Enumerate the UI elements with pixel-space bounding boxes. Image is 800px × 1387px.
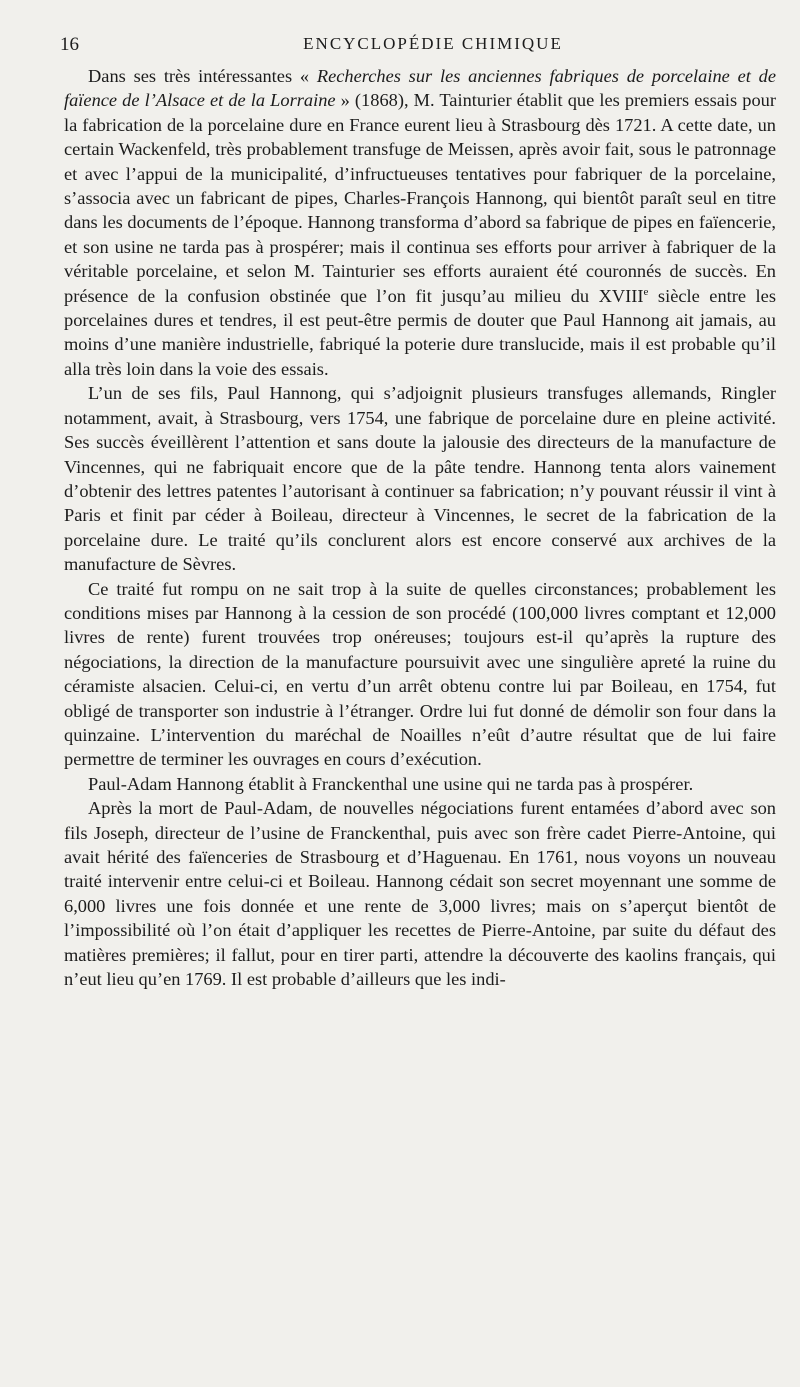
page-number: 16 xyxy=(60,34,79,55)
paragraph-4: Paul-Adam Hannong établit à Franckenthal une usine qui ne tarda pas à prospérer. xyxy=(88,773,694,794)
page-header xyxy=(60,30,776,62)
paragraph-3: Ce traité fut rompu on ne sait trop à la suite de quelles circonstances; probablement les conditions mises par Hannong à la cession de son procédé (100,000 livres comptant et 12,000 livres de rente) furent trouvées trop onéreuses; toujours est-il qu’après la rupture des négociations, la direction de la manufacture poursuivit avec une singulière apreté la ruine du céramiste alsacien. Celui-ci, en vertu d’un arrêt obtenu contre lui par Boileau, en 1754, fut obligé de transporter son industrie à l’étranger. Ordre lui fut donné de démolir son four dans la quinzaine. L’intervention du maréchal de Noailles n’eût d’autre résultat que de lui faire permettre de terminer les ouvrages en cours d’exécution. xyxy=(64,578,776,770)
paragraph-2: L’un de ses fils, Paul Hannong, qui s’adjoignit plusieurs transfuges allemands, Ringler notamment, avait, à Strasbourg, vers 1754, une fabrique de porcelaine dure en pleine activité. Ses succès éveillèrent l’attention et sans doute la jalousie des directeurs de la manufacture de Vincennes, qui ne fabriquait encore que de la pâte tendre. Hannong tenta alors vainement d’obtenir des lettres patentes l’autorisant à continuer sa fabrication; n’y pouvant réussir il vint à Paris et finit par céder à Boileau, directeur à Vincennes, le secret de la fabrication de la porcelaine dure. Le traité qu’ils conclurent alors est encore conservé aux archives de la manufacture de Sèvres. xyxy=(64,383,776,575)
paragraph-1-main: » (1868), M. Tainturier établit que les premiers essais pour la fabrication de la porcelaine dure en France eurent lieu à Strasbourg dès 1721. A cette date, un certain Wackenfeld, très probablement transfuge de Meissen, après avoir fait, sous le patronnage et avec l’appui de la municipalité, d’infructueuses tentatives pour fabriquer de la porcelaine, s’associa avec un fabricant de pipes, Charles-François Hannong, qui bientôt paraît seul en titre dans les documents de l’époque. Hannong transforma d’abord sa fabrique de pipes en faïencerie, et son usine ne tarda pas à prospérer; mais il continua ses efforts pour arriver à fabriquer de la véritable porcelaine, et selon M. Tainturier ses efforts auraient été couronnés de succès. En présence de la confusion obstinée que l’on fit jusqu’au milieu du XVIII xyxy=(64,90,776,306)
paragraph-1-end: siècle entre les porcelaines dures et tendres, il est peut-être permis de douter que Paul Hannong ait jamais, au moins d’une manière industrielle, fabriqué la poterie dure translucide, mais il est probable qu’il alla très loin dans la voie des essais. xyxy=(64,285,776,379)
paragraph-5: Après la mort de Paul-Adam, de nouvelles négociations furent entamées d’abord avec son fils Joseph, directeur de l’usine de Franckenthal, puis avec son frère cadet Pierre-Antoine, qui avait hérité des faïenceries de Strasbourg et d’Haguenau. En 1761, nous voyons un nouveau traité intervenir entre celui-ci et Boileau. Hannong cédait son secret moyennant une somme de 6,000 livres une fois donnée et une rente de 3,000 livres; mais on s’aperçut bientôt de l’impossibilité où l’on était d’appliquer les recettes de Pierre-Antoine, par suite du défaut des matières premières; il fallut, pour en tirer parti, attendre la découverte des kaolins français, qui n’eut lieu qu’en 1769. Il est probable d’ailleurs que les indi- xyxy=(64,798,776,990)
paragraph-1 xyxy=(64,64,776,381)
running-title: ENCYCLOPÉDIE CHIMIQUE xyxy=(303,34,563,53)
century-superscript: e xyxy=(643,285,649,298)
book-title-italic: Recherches sur les anciennes fabriques de porcelaine et de faïence de l’Alsace et de la Lorraine xyxy=(64,66,776,111)
body-text xyxy=(64,64,776,991)
paragraph-1-intro: Dans ses très intéressantes « xyxy=(88,66,317,86)
